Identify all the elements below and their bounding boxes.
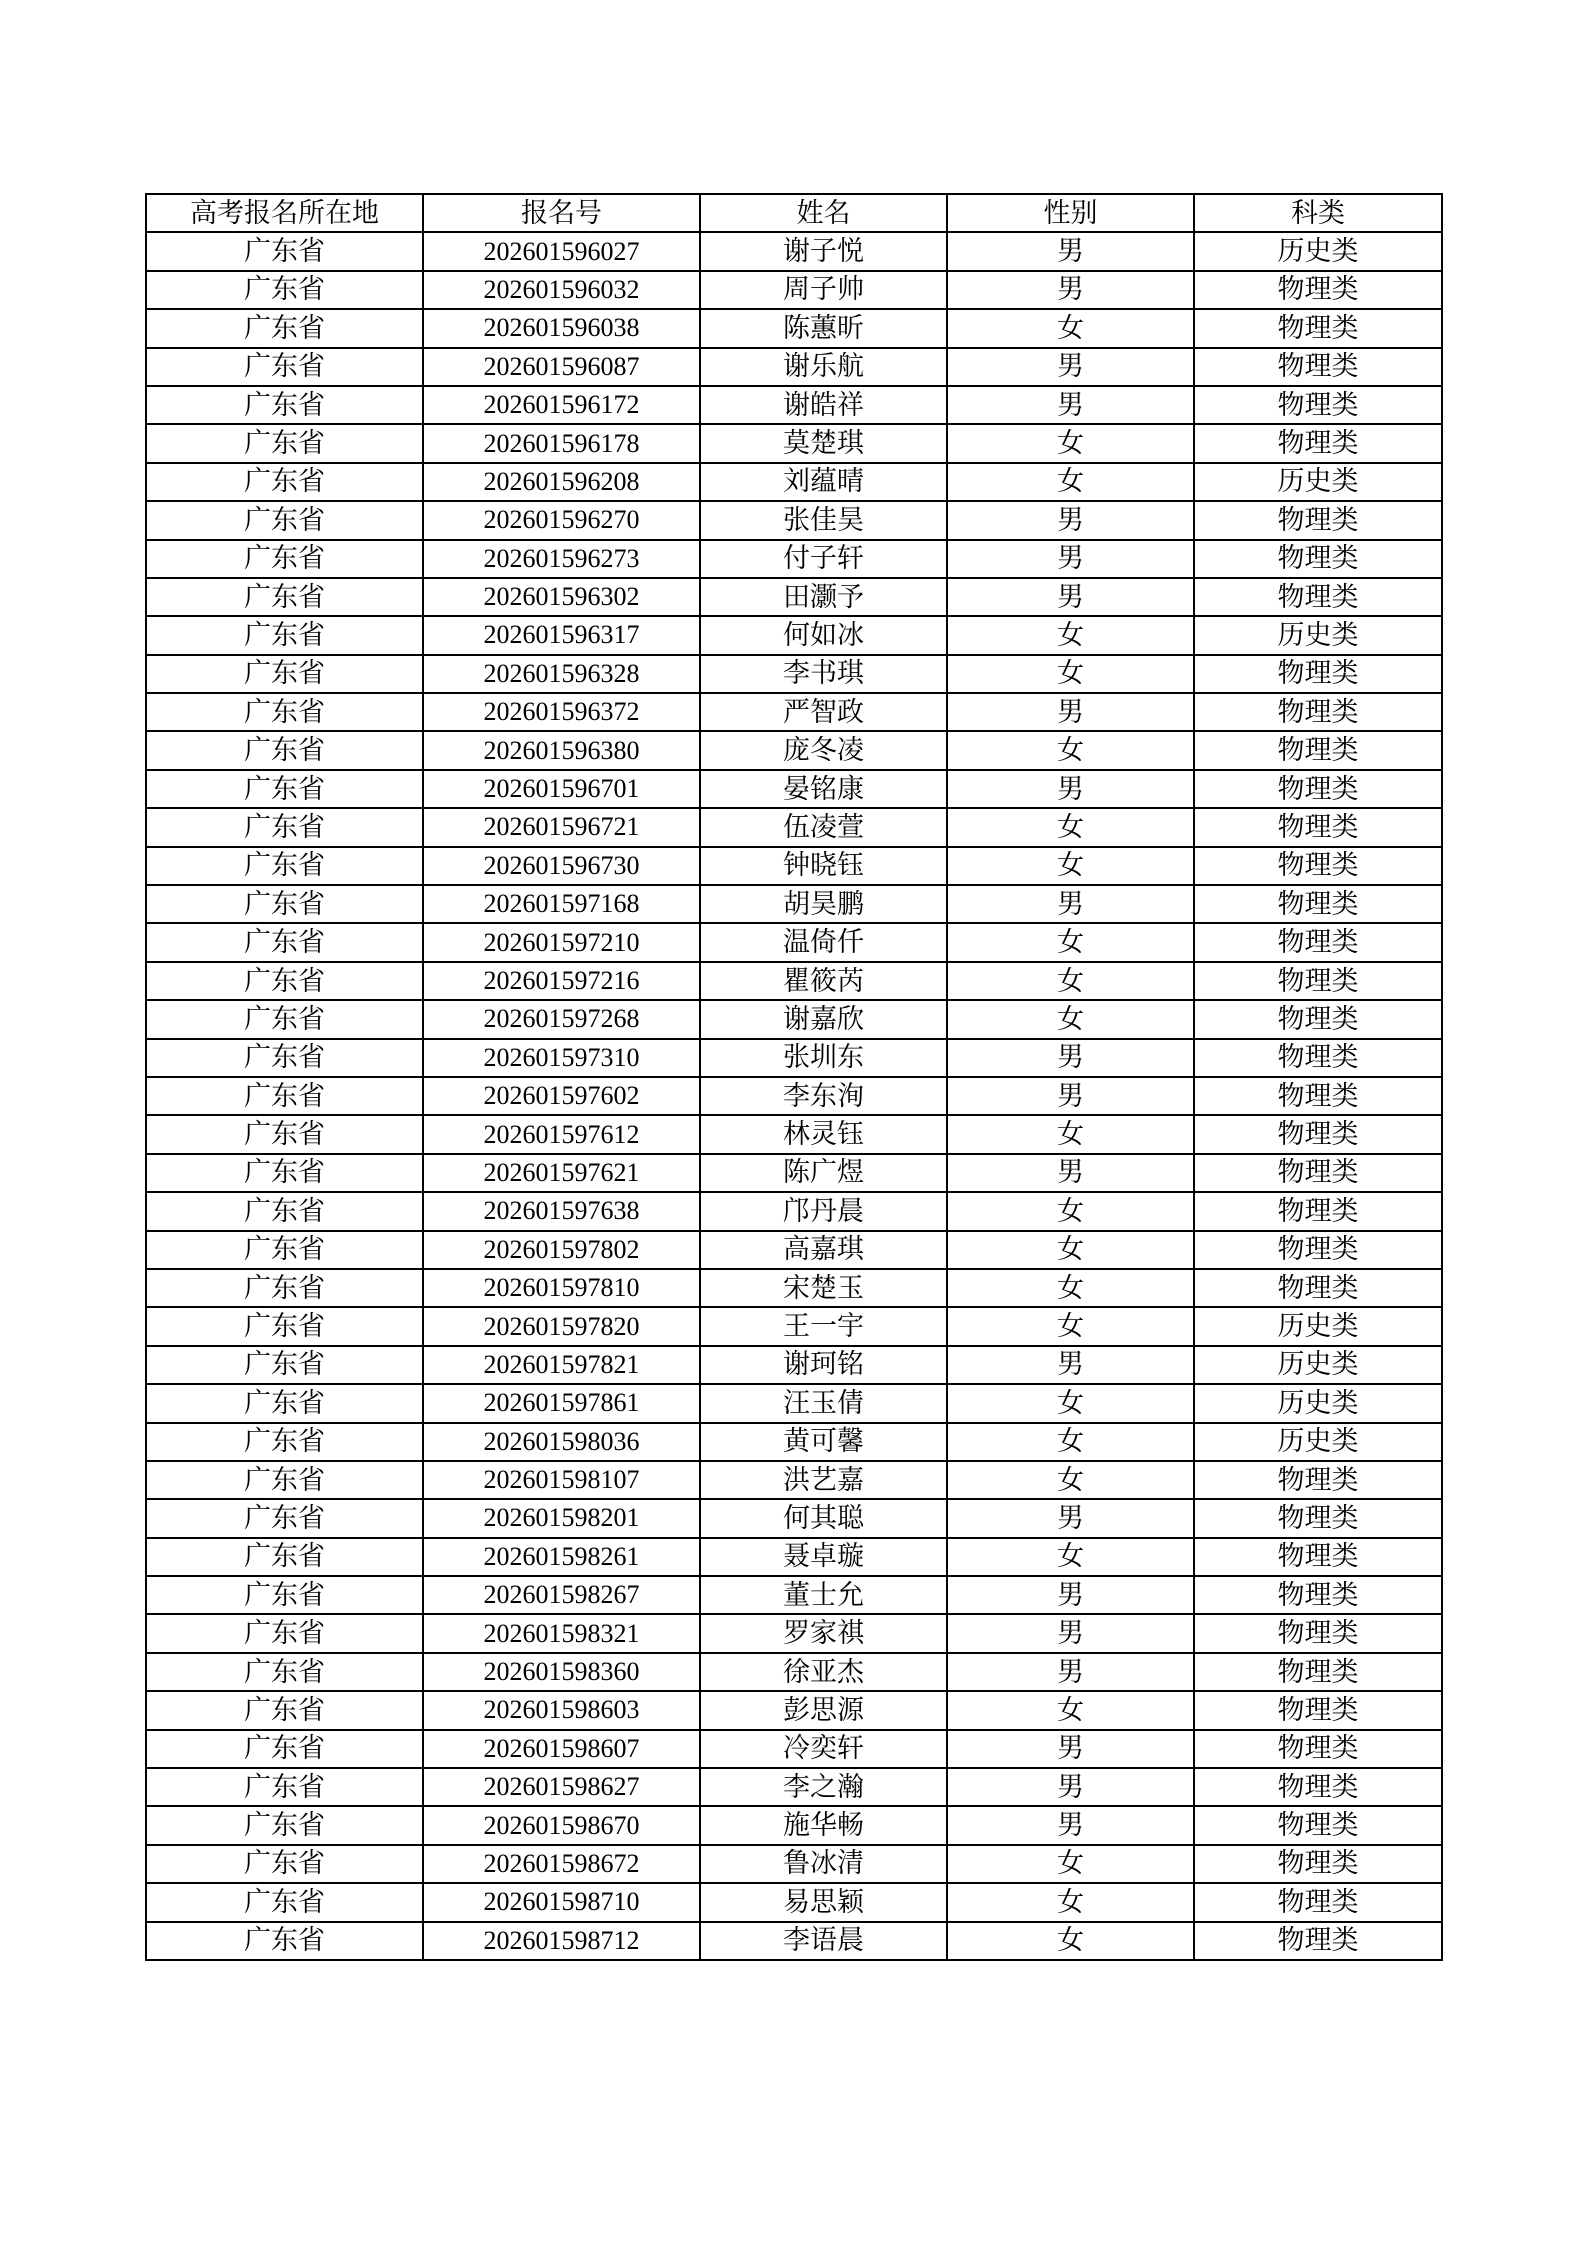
- cell-name: 高嘉琪: [700, 1231, 947, 1269]
- table-row: [146, 1922, 1442, 1960]
- cell-registration-location: 广东省: [146, 1922, 423, 1960]
- cell-name: 施华畅: [700, 1806, 947, 1844]
- cell-name: 晏铭康: [700, 770, 947, 808]
- table-row: [146, 847, 1442, 885]
- cell-name: 李东洵: [700, 1077, 947, 1115]
- cell-registration-location: 广东省: [146, 501, 423, 539]
- cell-name: 瞿筱芮: [700, 962, 947, 1000]
- cell-gender: 男: [947, 1730, 1194, 1768]
- cell-name: 易思颖: [700, 1883, 947, 1921]
- table-row: [146, 578, 1442, 616]
- table-row: [146, 962, 1442, 1000]
- cell-name: 谢珂铭: [700, 1346, 947, 1384]
- table-row: [146, 1691, 1442, 1729]
- cell-subject-category: 物理类: [1194, 1691, 1442, 1729]
- cell-gender: 女: [947, 309, 1194, 347]
- cell-registration-number: 202601598107: [423, 1461, 700, 1499]
- cell-gender: 女: [947, 424, 1194, 462]
- cell-name: 谢乐航: [700, 348, 947, 386]
- table-row: [146, 1231, 1442, 1269]
- cell-subject-category: 物理类: [1194, 578, 1442, 616]
- cell-registration-location: 广东省: [146, 1192, 423, 1230]
- table-row: [146, 770, 1442, 808]
- cell-subject-category: 物理类: [1194, 923, 1442, 961]
- cell-gender: 女: [947, 1307, 1194, 1345]
- cell-registration-number: 202601598603: [423, 1691, 700, 1729]
- cell-gender: 女: [947, 1691, 1194, 1729]
- cell-gender: 男: [947, 1576, 1194, 1614]
- cell-registration-location: 广东省: [146, 1039, 423, 1077]
- cell-registration-number: 202601596172: [423, 386, 700, 424]
- cell-subject-category: 物理类: [1194, 1154, 1442, 1192]
- admission-list-table: [145, 193, 1443, 1961]
- cell-subject-category: 物理类: [1194, 693, 1442, 731]
- cell-subject-category: 物理类: [1194, 1806, 1442, 1844]
- table-row: [146, 1538, 1442, 1576]
- cell-registration-number: 202601598321: [423, 1614, 700, 1652]
- cell-gender: 女: [947, 1115, 1194, 1153]
- cell-registration-location: 广东省: [146, 1000, 423, 1038]
- cell-subject-category: 物理类: [1194, 1269, 1442, 1307]
- cell-name: 李语晨: [700, 1922, 947, 1960]
- cell-registration-location: 广东省: [146, 232, 423, 270]
- cell-name: 张圳东: [700, 1039, 947, 1077]
- cell-subject-category: 物理类: [1194, 1883, 1442, 1921]
- cell-registration-location: 广东省: [146, 1461, 423, 1499]
- table-row: [146, 309, 1442, 347]
- cell-gender: 女: [947, 923, 1194, 961]
- cell-subject-category: 物理类: [1194, 847, 1442, 885]
- table-row: [146, 501, 1442, 539]
- cell-registration-location: 广东省: [146, 885, 423, 923]
- header-subject-category: 科类: [1194, 194, 1442, 232]
- cell-registration-number: 202601597802: [423, 1231, 700, 1269]
- cell-registration-number: 202601597168: [423, 885, 700, 923]
- table-row: [146, 1154, 1442, 1192]
- table-row: [146, 616, 1442, 654]
- cell-registration-number: 202601597602: [423, 1077, 700, 1115]
- cell-registration-number: 202601596087: [423, 348, 700, 386]
- cell-registration-number: 202601598261: [423, 1538, 700, 1576]
- table-row: [146, 1115, 1442, 1153]
- cell-registration-number: 202601597810: [423, 1269, 700, 1307]
- cell-registration-number: 202601596273: [423, 540, 700, 578]
- table-row: [146, 1384, 1442, 1422]
- cell-registration-location: 广东省: [146, 616, 423, 654]
- cell-name: 何其聪: [700, 1499, 947, 1537]
- cell-name: 庞冬凌: [700, 731, 947, 769]
- cell-gender: 女: [947, 616, 1194, 654]
- cell-gender: 女: [947, 1845, 1194, 1883]
- header-gender: 性别: [947, 194, 1194, 232]
- cell-registration-location: 广东省: [146, 1307, 423, 1345]
- cell-name: 冷奕轩: [700, 1730, 947, 1768]
- cell-gender: 女: [947, 1423, 1194, 1461]
- cell-gender: 男: [947, 271, 1194, 309]
- cell-gender: 男: [947, 232, 1194, 270]
- cell-subject-category: 物理类: [1194, 386, 1442, 424]
- cell-gender: 女: [947, 463, 1194, 501]
- cell-name: 莫楚琪: [700, 424, 947, 462]
- table-row: [146, 808, 1442, 846]
- table-header: [146, 194, 1442, 232]
- cell-registration-number: 202601598267: [423, 1576, 700, 1614]
- cell-registration-location: 广东省: [146, 1806, 423, 1844]
- header-registration-number: 报名号: [423, 194, 700, 232]
- cell-name: 彭思源: [700, 1691, 947, 1729]
- cell-gender: 男: [947, 1653, 1194, 1691]
- cell-gender: 男: [947, 348, 1194, 386]
- cell-name: 汪玉倩: [700, 1384, 947, 1422]
- cell-gender: 女: [947, 1192, 1194, 1230]
- cell-gender: 男: [947, 1614, 1194, 1652]
- cell-name: 钟晓钰: [700, 847, 947, 885]
- cell-registration-number: 202601597820: [423, 1307, 700, 1345]
- cell-name: 严智政: [700, 693, 947, 731]
- table-row: [146, 1730, 1442, 1768]
- cell-registration-number: 202601598360: [423, 1653, 700, 1691]
- cell-registration-number: 202601598201: [423, 1499, 700, 1537]
- cell-registration-location: 广东省: [146, 271, 423, 309]
- cell-registration-location: 广东省: [146, 540, 423, 578]
- cell-registration-number: 202601597861: [423, 1384, 700, 1422]
- cell-registration-location: 广东省: [146, 578, 423, 616]
- cell-registration-location: 广东省: [146, 1269, 423, 1307]
- cell-registration-number: 202601598036: [423, 1423, 700, 1461]
- cell-registration-location: 广东省: [146, 655, 423, 693]
- cell-registration-location: 广东省: [146, 770, 423, 808]
- cell-subject-category: 物理类: [1194, 1653, 1442, 1691]
- cell-registration-number: 202601597210: [423, 923, 700, 961]
- cell-subject-category: 物理类: [1194, 1499, 1442, 1537]
- cell-registration-number: 202601597310: [423, 1039, 700, 1077]
- cell-registration-number: 202601596730: [423, 847, 700, 885]
- cell-gender: 女: [947, 1269, 1194, 1307]
- cell-subject-category: 物理类: [1194, 1768, 1442, 1806]
- table-row: [146, 1768, 1442, 1806]
- cell-registration-location: 广东省: [146, 1845, 423, 1883]
- cell-subject-category: 物理类: [1194, 808, 1442, 846]
- cell-subject-category: 历史类: [1194, 1307, 1442, 1345]
- cell-gender: 女: [947, 962, 1194, 1000]
- cell-registration-location: 广东省: [146, 348, 423, 386]
- cell-name: 聂卓璇: [700, 1538, 947, 1576]
- cell-name: 宋楚玉: [700, 1269, 947, 1307]
- cell-gender: 女: [947, 847, 1194, 885]
- cell-registration-location: 广东省: [146, 1346, 423, 1384]
- cell-gender: 男: [947, 1499, 1194, 1537]
- table-row: [146, 232, 1442, 270]
- cell-registration-number: 202601597268: [423, 1000, 700, 1038]
- cell-registration-location: 广东省: [146, 1077, 423, 1115]
- cell-gender: 男: [947, 540, 1194, 578]
- cell-name: 张佳昊: [700, 501, 947, 539]
- cell-name: 林灵钰: [700, 1115, 947, 1153]
- cell-subject-category: 物理类: [1194, 1576, 1442, 1614]
- cell-gender: 女: [947, 1231, 1194, 1269]
- cell-registration-location: 广东省: [146, 1614, 423, 1652]
- header-registration-location: 高考报名所在地: [146, 194, 423, 232]
- cell-registration-number: 202601596027: [423, 232, 700, 270]
- cell-registration-location: 广东省: [146, 309, 423, 347]
- cell-registration-location: 广东省: [146, 808, 423, 846]
- cell-subject-category: 历史类: [1194, 463, 1442, 501]
- cell-registration-number: 202601596270: [423, 501, 700, 539]
- cell-name: 谢嘉欣: [700, 1000, 947, 1038]
- cell-subject-category: 历史类: [1194, 232, 1442, 270]
- cell-registration-location: 广东省: [146, 1115, 423, 1153]
- cell-registration-number: 202601597621: [423, 1154, 700, 1192]
- table-row: [146, 885, 1442, 923]
- cell-registration-location: 广东省: [146, 693, 423, 731]
- cell-registration-location: 广东省: [146, 962, 423, 1000]
- cell-name: 罗家祺: [700, 1614, 947, 1652]
- cell-subject-category: 物理类: [1194, 1039, 1442, 1077]
- cell-name: 田灏予: [700, 578, 947, 616]
- cell-name: 温倚仟: [700, 923, 947, 961]
- table-row: [146, 1576, 1442, 1614]
- table-row: [146, 1845, 1442, 1883]
- cell-subject-category: 历史类: [1194, 1346, 1442, 1384]
- cell-registration-location: 广东省: [146, 386, 423, 424]
- table-row: [146, 655, 1442, 693]
- cell-gender: 男: [947, 1077, 1194, 1115]
- cell-subject-category: 历史类: [1194, 1384, 1442, 1422]
- cell-gender: 女: [947, 1922, 1194, 1960]
- cell-name: 周子帅: [700, 271, 947, 309]
- cell-subject-category: 物理类: [1194, 731, 1442, 769]
- cell-registration-number: 202601598607: [423, 1730, 700, 1768]
- cell-name: 王一宇: [700, 1307, 947, 1345]
- table-row: [146, 1423, 1442, 1461]
- cell-subject-category: 物理类: [1194, 1538, 1442, 1576]
- cell-gender: 男: [947, 1806, 1194, 1844]
- table-row: [146, 348, 1442, 386]
- cell-name: 谢皓祥: [700, 386, 947, 424]
- cell-registration-location: 广东省: [146, 463, 423, 501]
- cell-gender: 男: [947, 1154, 1194, 1192]
- cell-gender: 男: [947, 386, 1194, 424]
- cell-registration-location: 广东省: [146, 1691, 423, 1729]
- table-row: [146, 1269, 1442, 1307]
- cell-gender: 女: [947, 1883, 1194, 1921]
- table-row: [146, 1461, 1442, 1499]
- table-row: [146, 1806, 1442, 1844]
- cell-registration-number: 202601596380: [423, 731, 700, 769]
- cell-registration-location: 广东省: [146, 847, 423, 885]
- cell-subject-category: 物理类: [1194, 1730, 1442, 1768]
- cell-registration-location: 广东省: [146, 1653, 423, 1691]
- table-row: [146, 693, 1442, 731]
- cell-name: 李书琪: [700, 655, 947, 693]
- cell-registration-number: 202601598710: [423, 1883, 700, 1921]
- cell-subject-category: 物理类: [1194, 271, 1442, 309]
- cell-name: 鲁冰清: [700, 1845, 947, 1883]
- cell-gender: 女: [947, 1384, 1194, 1422]
- cell-gender: 女: [947, 655, 1194, 693]
- cell-name: 邝丹晨: [700, 1192, 947, 1230]
- cell-gender: 男: [947, 1768, 1194, 1806]
- cell-registration-location: 广东省: [146, 731, 423, 769]
- cell-name: 陈蕙昕: [700, 309, 947, 347]
- cell-registration-number: 202601598670: [423, 1806, 700, 1844]
- table-row: [146, 1307, 1442, 1345]
- table-row: [146, 1883, 1442, 1921]
- cell-name: 伍凌萱: [700, 808, 947, 846]
- cell-name: 李之瀚: [700, 1768, 947, 1806]
- cell-registration-location: 广东省: [146, 1384, 423, 1422]
- cell-subject-category: 物理类: [1194, 1461, 1442, 1499]
- table-row: [146, 271, 1442, 309]
- cell-subject-category: 物理类: [1194, 1922, 1442, 1960]
- cell-registration-number: 202601596701: [423, 770, 700, 808]
- cell-registration-location: 广东省: [146, 1154, 423, 1192]
- cell-registration-location: 广东省: [146, 1231, 423, 1269]
- cell-subject-category: 历史类: [1194, 1423, 1442, 1461]
- cell-name: 付子轩: [700, 540, 947, 578]
- cell-gender: 男: [947, 1346, 1194, 1384]
- table-row: [146, 424, 1442, 462]
- table-body: [146, 232, 1442, 1960]
- cell-registration-number: 202601597821: [423, 1346, 700, 1384]
- cell-subject-category: 物理类: [1194, 1614, 1442, 1652]
- cell-registration-number: 202601596032: [423, 271, 700, 309]
- table-row: [146, 1653, 1442, 1691]
- cell-subject-category: 物理类: [1194, 1115, 1442, 1153]
- cell-subject-category: 物理类: [1194, 1077, 1442, 1115]
- table-row: [146, 731, 1442, 769]
- header-row: [146, 194, 1442, 232]
- cell-name: 董士允: [700, 1576, 947, 1614]
- cell-subject-category: 物理类: [1194, 1192, 1442, 1230]
- cell-registration-location: 广东省: [146, 1538, 423, 1576]
- table-row: [146, 1346, 1442, 1384]
- cell-subject-category: 物理类: [1194, 770, 1442, 808]
- cell-gender: 男: [947, 501, 1194, 539]
- cell-registration-number: 202601597638: [423, 1192, 700, 1230]
- cell-subject-category: 物理类: [1194, 348, 1442, 386]
- cell-subject-category: 历史类: [1194, 616, 1442, 654]
- table-row: [146, 386, 1442, 424]
- table-row: [146, 1192, 1442, 1230]
- table-row: [146, 1614, 1442, 1652]
- table-row: [146, 1499, 1442, 1537]
- cell-name: 黄可馨: [700, 1423, 947, 1461]
- cell-name: 徐亚杰: [700, 1653, 947, 1691]
- cell-registration-number: 202601598672: [423, 1845, 700, 1883]
- cell-registration-location: 广东省: [146, 1499, 423, 1537]
- cell-registration-number: 202601596178: [423, 424, 700, 462]
- cell-subject-category: 物理类: [1194, 1845, 1442, 1883]
- table-row: [146, 463, 1442, 501]
- cell-registration-number: 202601596208: [423, 463, 700, 501]
- table-row: [146, 923, 1442, 961]
- cell-gender: 男: [947, 770, 1194, 808]
- cell-gender: 女: [947, 808, 1194, 846]
- cell-registration-location: 广东省: [146, 1423, 423, 1461]
- cell-name: 洪艺嘉: [700, 1461, 947, 1499]
- cell-gender: 男: [947, 1039, 1194, 1077]
- table-row: [146, 540, 1442, 578]
- cell-name: 何如冰: [700, 616, 947, 654]
- cell-registration-number: 202601597216: [423, 962, 700, 1000]
- cell-gender: 女: [947, 1000, 1194, 1038]
- cell-subject-category: 物理类: [1194, 885, 1442, 923]
- cell-registration-number: 202601596372: [423, 693, 700, 731]
- cell-gender: 男: [947, 578, 1194, 616]
- cell-registration-location: 广东省: [146, 1768, 423, 1806]
- cell-registration-location: 广东省: [146, 1576, 423, 1614]
- cell-subject-category: 物理类: [1194, 501, 1442, 539]
- cell-subject-category: 物理类: [1194, 962, 1442, 1000]
- cell-registration-number: 202601598627: [423, 1768, 700, 1806]
- cell-registration-number: 202601597612: [423, 1115, 700, 1153]
- cell-gender: 女: [947, 1461, 1194, 1499]
- cell-registration-number: 202601596721: [423, 808, 700, 846]
- cell-subject-category: 物理类: [1194, 1000, 1442, 1038]
- cell-name: 胡昊鹏: [700, 885, 947, 923]
- cell-gender: 男: [947, 885, 1194, 923]
- cell-registration-number: 202601596328: [423, 655, 700, 693]
- cell-gender: 女: [947, 731, 1194, 769]
- cell-name: 陈广煜: [700, 1154, 947, 1192]
- cell-registration-location: 广东省: [146, 1883, 423, 1921]
- table-row: [146, 1039, 1442, 1077]
- cell-subject-category: 物理类: [1194, 1231, 1442, 1269]
- header-name: 姓名: [700, 194, 947, 232]
- cell-subject-category: 物理类: [1194, 424, 1442, 462]
- cell-gender: 女: [947, 1538, 1194, 1576]
- table-row: [146, 1077, 1442, 1115]
- cell-name: 谢子悦: [700, 232, 947, 270]
- cell-subject-category: 物理类: [1194, 540, 1442, 578]
- cell-subject-category: 物理类: [1194, 655, 1442, 693]
- cell-registration-number: 202601598712: [423, 1922, 700, 1960]
- cell-registration-number: 202601596302: [423, 578, 700, 616]
- cell-subject-category: 物理类: [1194, 309, 1442, 347]
- cell-registration-number: 202601596317: [423, 616, 700, 654]
- cell-name: 刘蕴晴: [700, 463, 947, 501]
- cell-registration-location: 广东省: [146, 1730, 423, 1768]
- cell-registration-location: 广东省: [146, 923, 423, 961]
- table-row: [146, 1000, 1442, 1038]
- cell-gender: 男: [947, 693, 1194, 731]
- cell-registration-location: 广东省: [146, 424, 423, 462]
- cell-registration-number: 202601596038: [423, 309, 700, 347]
